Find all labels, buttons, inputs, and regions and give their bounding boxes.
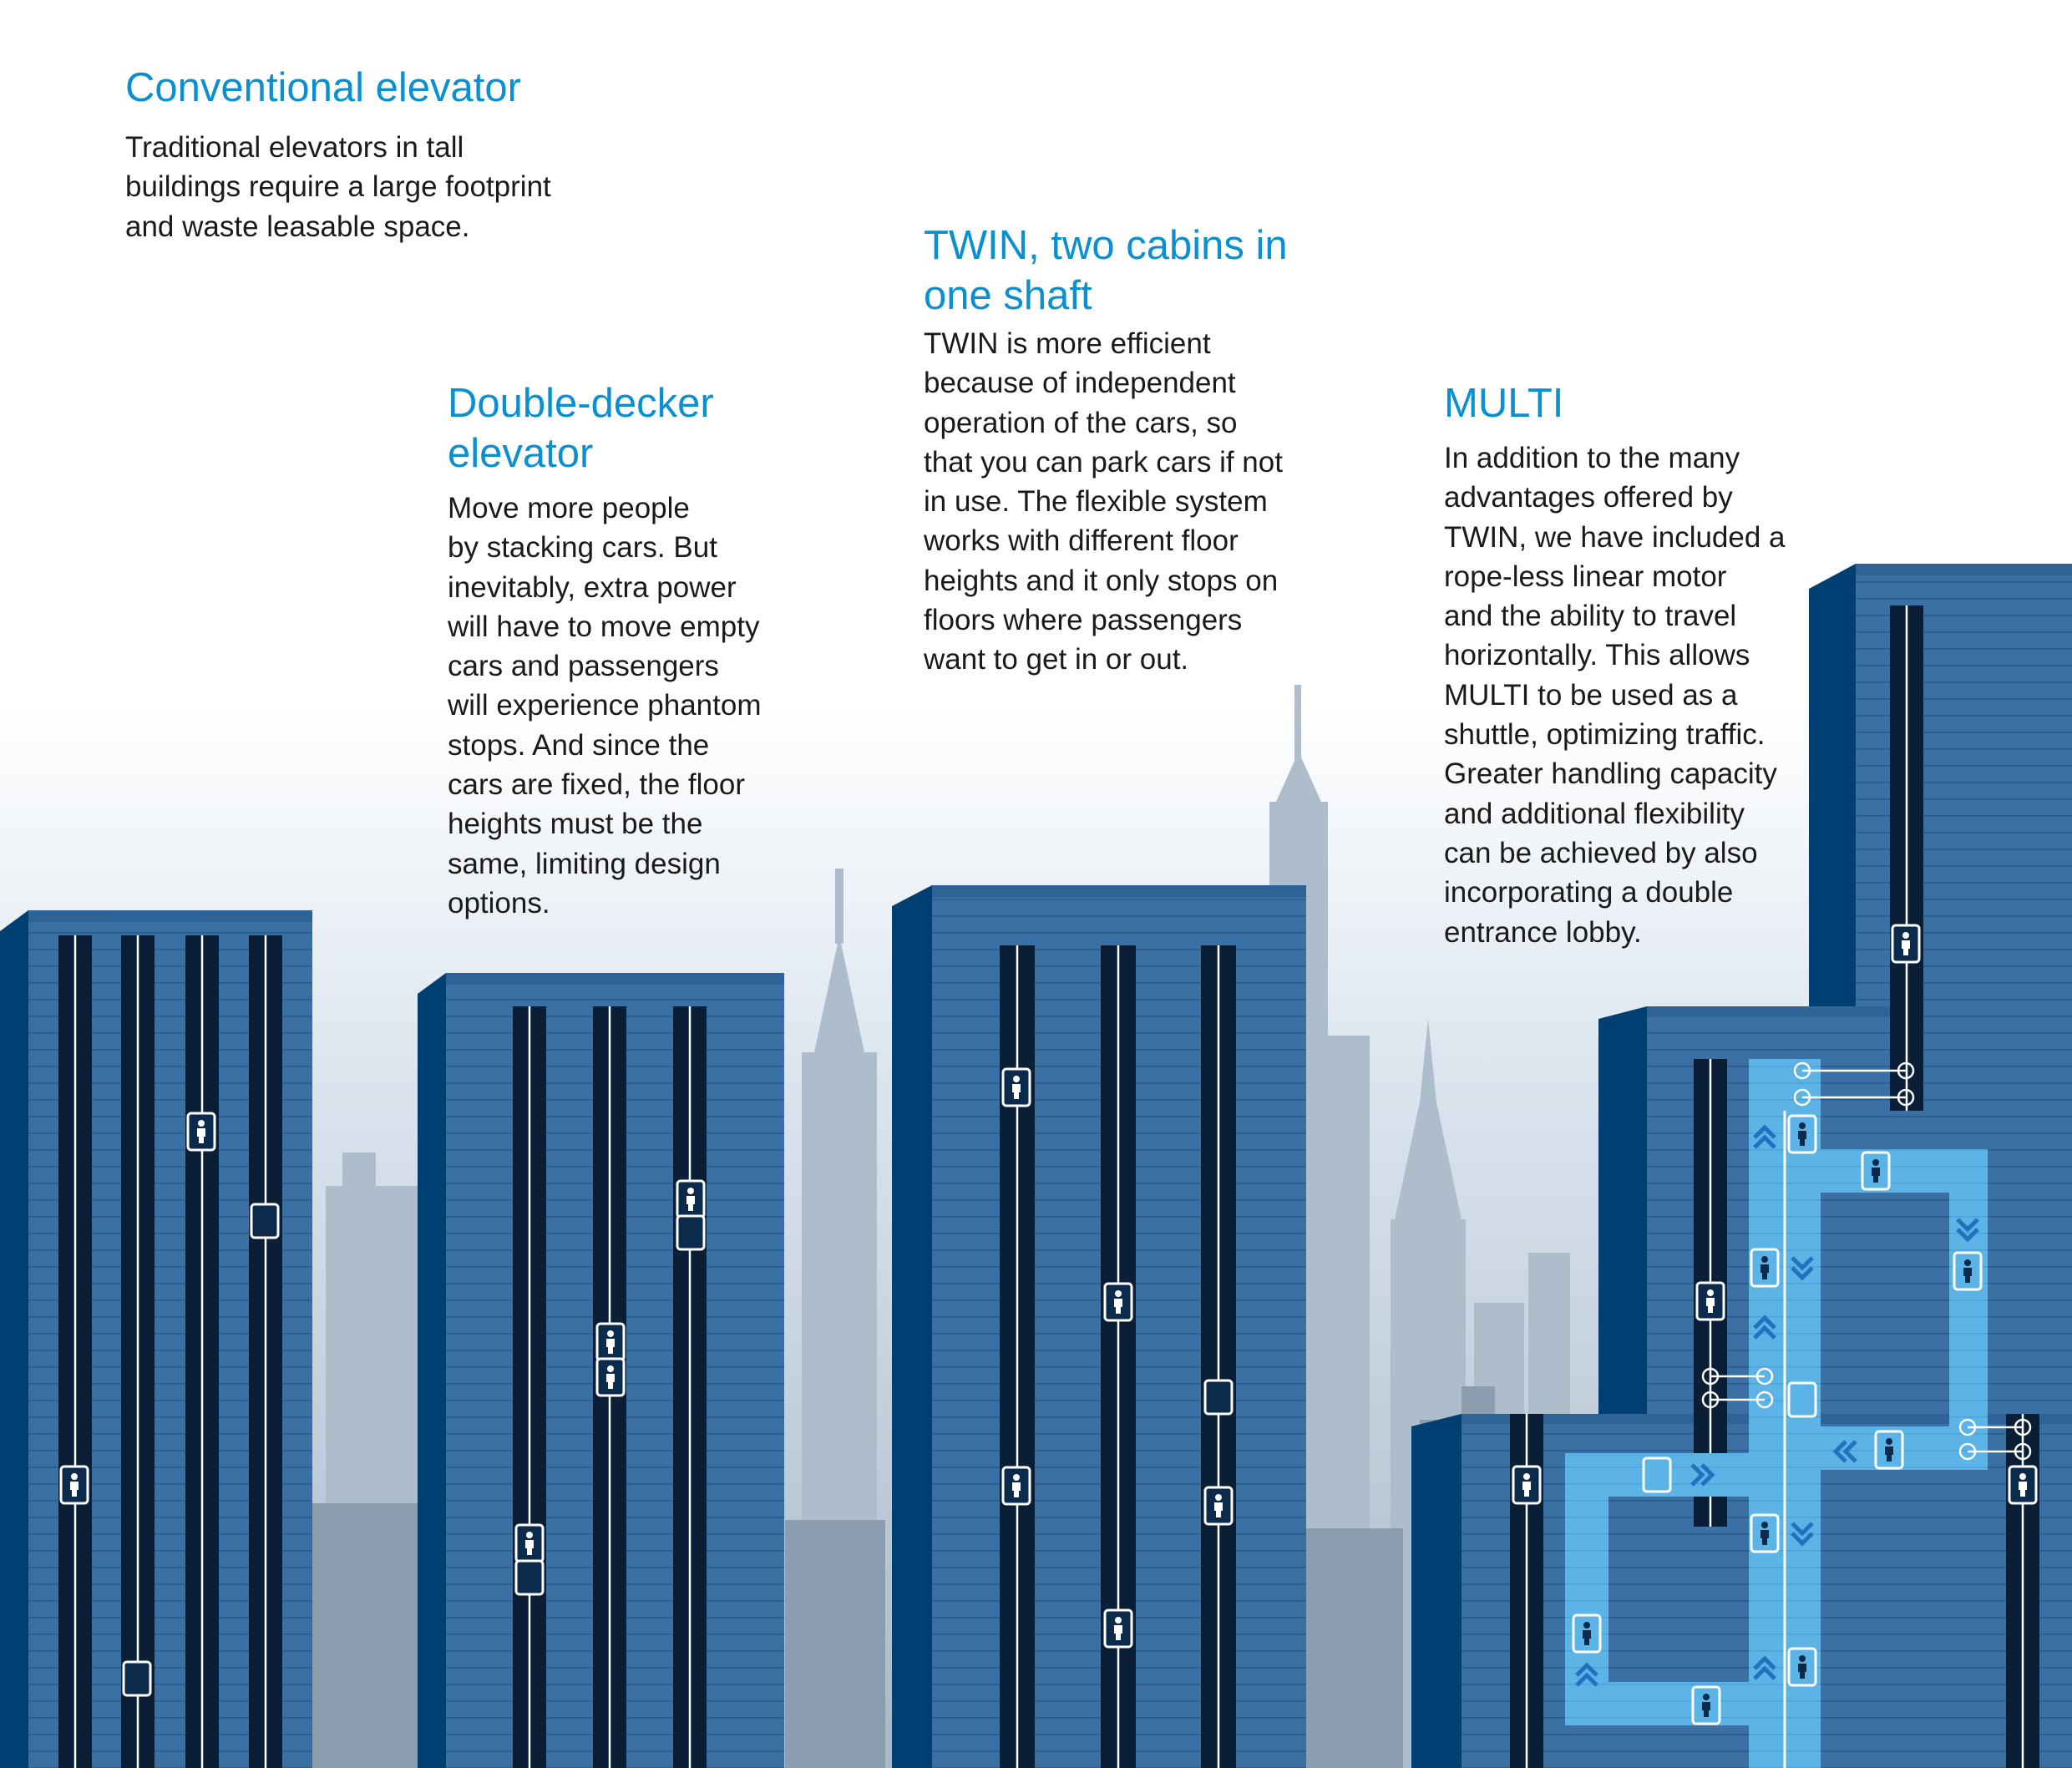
double-decker-section	[448, 378, 849, 923]
conventional-building	[0, 910, 312, 1768]
multi-body: In addition to the many advantages offered by TWIN, we have included a rope-less linear motor and the ability to travel horizontally. This allows MULTI to be used as a shuttle, optimizing traffic. Greater handling capacity and additional flexibility can be achieved by also incorporating a double entrance lobby.	[1444, 442, 1786, 949]
empty-cabin-icon	[124, 1662, 150, 1695]
person-cabin-icon	[1693, 1687, 1720, 1724]
building-side	[0, 910, 28, 1768]
person-cabin-icon	[1105, 1284, 1132, 1320]
conventional-title: Conventional elevator	[125, 65, 521, 110]
person-cabin-icon	[597, 1324, 624, 1360]
person-cabin-icon	[1789, 1116, 1816, 1152]
twin-title: TWIN, two cabins in one shaft	[924, 223, 1288, 318]
person-cabin-icon	[188, 1113, 215, 1150]
person-cabin-icon	[1573, 1615, 1600, 1652]
building-side	[1411, 1414, 1462, 1768]
person-cabin-icon	[1105, 1610, 1132, 1647]
person-cabin-icon	[1513, 1467, 1540, 1503]
person-cabin-icon	[1697, 1283, 1724, 1320]
person-cabin-icon	[1205, 1487, 1232, 1524]
person-cabin-icon	[1751, 1249, 1778, 1286]
twin-section	[924, 220, 1391, 680]
conventional-body: Traditional elevators in tall buildings require a large footprint and waste leasable space.	[125, 131, 551, 243]
person-cabin-icon	[1751, 1515, 1778, 1552]
building-side	[892, 885, 932, 1768]
empty-cabin-icon	[677, 1216, 704, 1249]
empty-cabin-icon	[516, 1561, 543, 1594]
building-side	[418, 973, 446, 1768]
multi-section	[1444, 378, 1811, 952]
empty-cabin-icon	[251, 1204, 278, 1238]
empty-cabin-icon	[1644, 1458, 1670, 1492]
conventional-section	[125, 63, 593, 246]
person-cabin-icon	[597, 1359, 624, 1396]
double-decker-title: Double-decker elevator	[448, 381, 714, 476]
person-cabin-icon	[1789, 1649, 1816, 1685]
person-cabin-icon	[1003, 1069, 1030, 1106]
empty-cabin-icon	[1789, 1383, 1816, 1416]
double-decker-body: Move more people by stacking cars. But inevitably, extra power will have to move empty cars and passengers will experience phantom stops. And since the cars are fixed, the floor heights must be the same, limiting design options.	[448, 492, 762, 919]
twin-body: TWIN is more efficient because of independent operation of the cars, so that you can park cars if not in use. The flexible system works with different floor heights and it only stops on floors where passengers want to get in or out.	[924, 327, 1283, 676]
person-cabin-icon	[61, 1467, 88, 1503]
person-cabin-icon	[1954, 1253, 1981, 1289]
person-cabin-icon	[1892, 925, 1919, 962]
twin-building	[892, 885, 1306, 1768]
person-cabin-icon	[2009, 1467, 2036, 1503]
double-decker-building	[418, 973, 784, 1768]
person-cabin-icon	[516, 1525, 543, 1562]
multi-title: MULTI	[1444, 381, 1564, 426]
person-cabin-icon	[677, 1181, 704, 1218]
person-cabin-icon	[1862, 1152, 1889, 1189]
person-cabin-icon	[1003, 1467, 1030, 1504]
empty-cabin-icon	[1205, 1380, 1232, 1414]
person-cabin-icon	[1876, 1431, 1902, 1468]
